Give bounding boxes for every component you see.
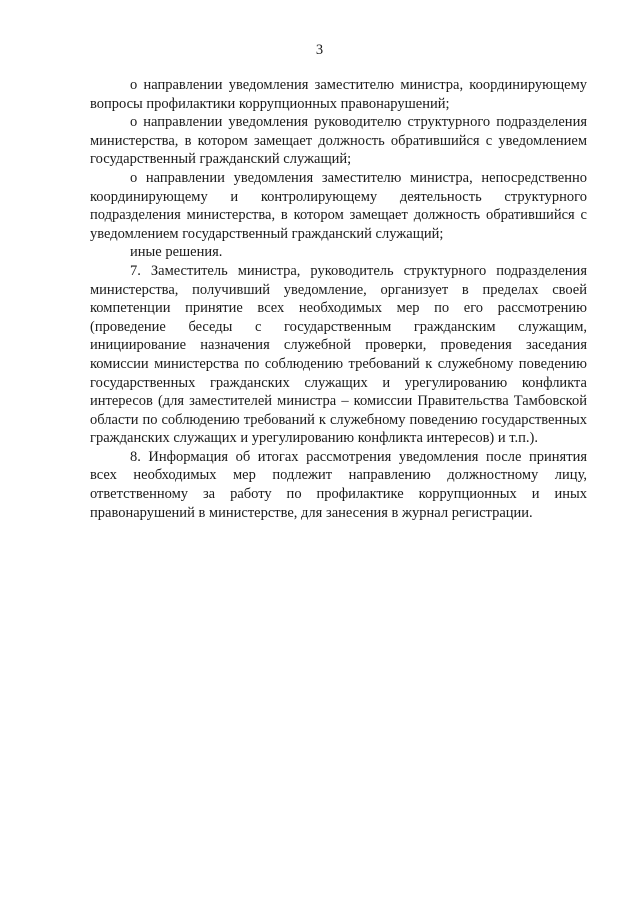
document-body xyxy=(90,76,587,522)
clause-7: 7. Заместитель министра, руководитель структурного подразделения министерства, получивший уведомление, организует в пределах своей компетенции принятие всех необходимых мер по его рассмотрению (проведение беседы с государственным гражданским служащим, инициирование назначения служебной проверки, проведения заседания комиссии министерства по соблюдению требований к служебному поведению государственных гражданских служащих и урегулированию конфликта интересов (для заместителей министра – комиссии Правительства Тамбовской области по соблюдению требований к служебному поведению государственных гражданских служащих и урегулированию конфликта интересов) и т.п.). xyxy=(90,262,587,447)
list-item-other-decisions: иные решения. xyxy=(130,244,223,261)
clause-8: 8. Информация об итогах рассмотрения уведомления после принятия всех необходимых мер подлежит направлению должностному лицу, ответственному за работу по профилактике коррупционных и иных правонарушений в министерстве, для занесения в журнал регистрации. xyxy=(90,448,587,521)
list-item-supervising-deputy: о направлении уведомления заместителю министра, непосредственно координирующему и контролирующему деятельность структурного подразделения министерства, в котором замещает должность обратившийся с уведомлением государственный гражданский служащий; xyxy=(90,169,587,242)
page-number: 3 xyxy=(315,42,324,58)
list-item-department-head: о направлении уведомления руководителю структурного подразделения министерства, в котором замещает должность обратившийся с уведомлением государственный гражданский служащий; xyxy=(90,114,587,168)
list-item-deputy-minister: о направлении уведомления заместителю министра, координирующему вопросы профилактики коррупционных правонарушений; xyxy=(90,77,587,112)
